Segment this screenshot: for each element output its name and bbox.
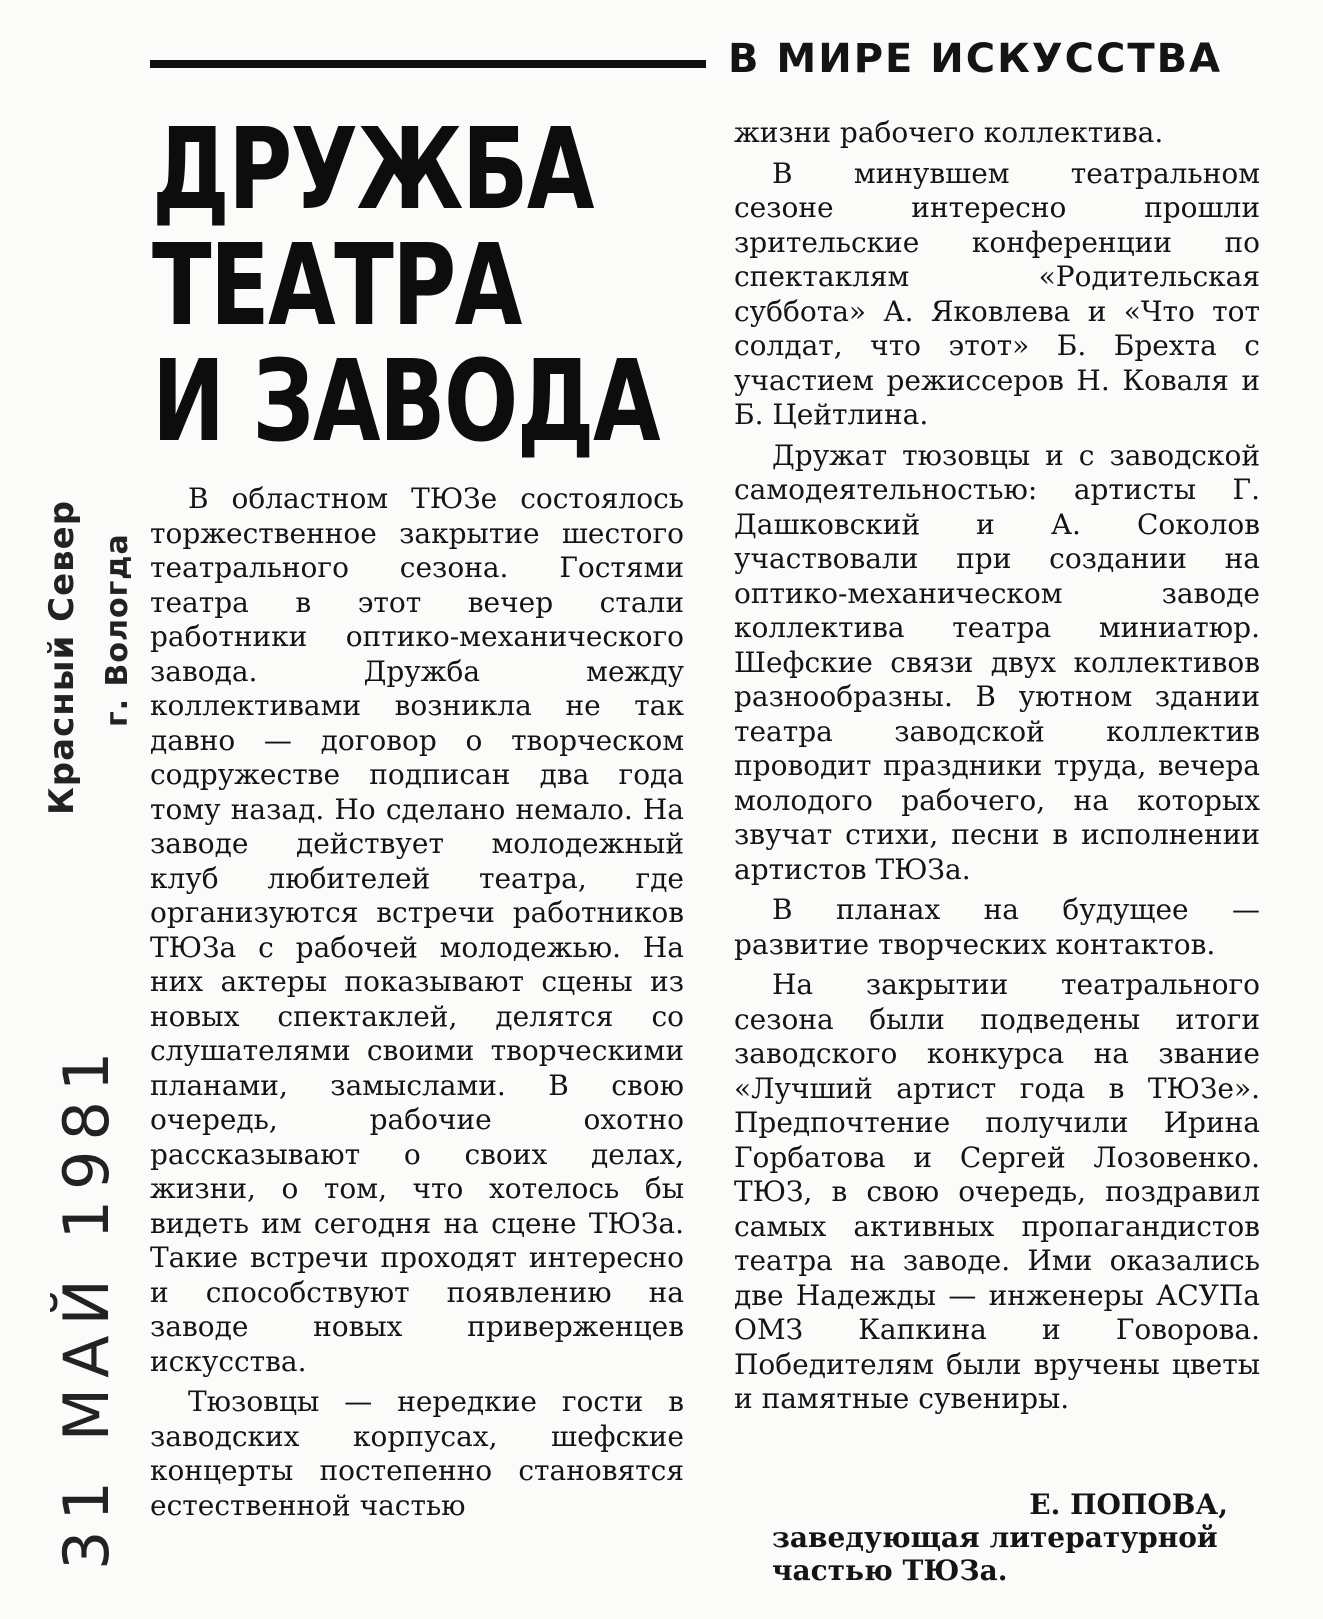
rubric-rule xyxy=(150,60,706,68)
author-signature xyxy=(772,1488,1238,1587)
headline-line-2: ТЕАТРА xyxy=(152,221,521,351)
article-headline xyxy=(152,105,659,467)
headline-line-3: И ЗАВОДА xyxy=(152,337,659,467)
paragraph: В планах на будущее — развитие творческих контактов. xyxy=(734,893,1260,961)
stamp-city: г. Вологда xyxy=(100,533,135,727)
stamp-date: 31 МАЙ 1981 xyxy=(50,1041,123,1570)
stamp-newspaper-name: Красный Север xyxy=(42,499,82,815)
paragraph: В областном ТЮЗе состоялось торжественное закрытие шестого театрального сезона. Гостями театра в этот вечер стали работники оптико-механического завода. Дружба между коллективами возникла не так давно — договор о творческом содружестве подписан два года тому назад. Но сделано немало. На заводе действует молодежный клуб любителей театра, где организуются встречи работников ТЮЗа с рабочей молодежью. На них актеры показывают сцены из новых спектаклей, делятся со слушателями своими творческими планами, замыслами. В свою очередь, рабочие охотно рассказывают о своих делах, жизни, о том, что хотелось бы видеть им сегодня на сцене ТЮЗа. Такие встречи проходят интересно и способствуют появлению на заводе новых приверженцев искусства. xyxy=(150,482,684,1378)
article-column-left xyxy=(150,482,684,1529)
rubric-title: В МИРЕ ИСКУССТВА xyxy=(728,36,1223,82)
author-role: заведующая литературной частью ТЮЗа. xyxy=(772,1521,1218,1587)
headline-line-1: ДРУЖБА xyxy=(152,105,593,235)
paragraph: Дружат тюзовцы и с заводской самодеятельностью: артисты Г. Дашковский и А. Соколов участвовали при создании на оптико-механическом заводе коллектива театра миниатюр. Шефские связи двух коллективов разнообразны. В уютном здании театра заводской коллектив проводит праздники труда, вечера молодого рабочего, на которых звучат стихи, песни в исполнении артистов ТЮЗа. xyxy=(734,438,1260,886)
author-name: Е. ПОПОВА, xyxy=(1029,1488,1228,1521)
article-column-right xyxy=(734,116,1260,1423)
paragraph: Тюзовцы — нередкие гости в заводских корпусах, шефские концерты постепенно становятся естественной частью xyxy=(150,1385,684,1522)
paragraph: На закрытии театрального сезона были подведены итоги заводского конкурса на звание «Лучший артист года в ТЮЗе». Предпочтение получили Ирина Горбатова и Сергей Лозовенко. ТЮЗ, в свою очередь, поздравил самых активных пропагандистов театра на заводе. Ими оказались две Надежды — инженеры АСУПа ОМЗ Капкина и Говорова. Победителям были вручены цветы и памятные сувениры. xyxy=(734,968,1260,1415)
paragraph: В минувшем театральном сезоне интересно прошли зрительские конференции по спектаклям «Родительская суббота» А. Яковлева и «Что тот солдат, что этот» Б. Брехта с участием режиссеров Н. Коваля и Б. Цейтлина. xyxy=(734,156,1260,431)
paragraph-continuation: жизни рабочего коллектива. xyxy=(734,116,1164,149)
